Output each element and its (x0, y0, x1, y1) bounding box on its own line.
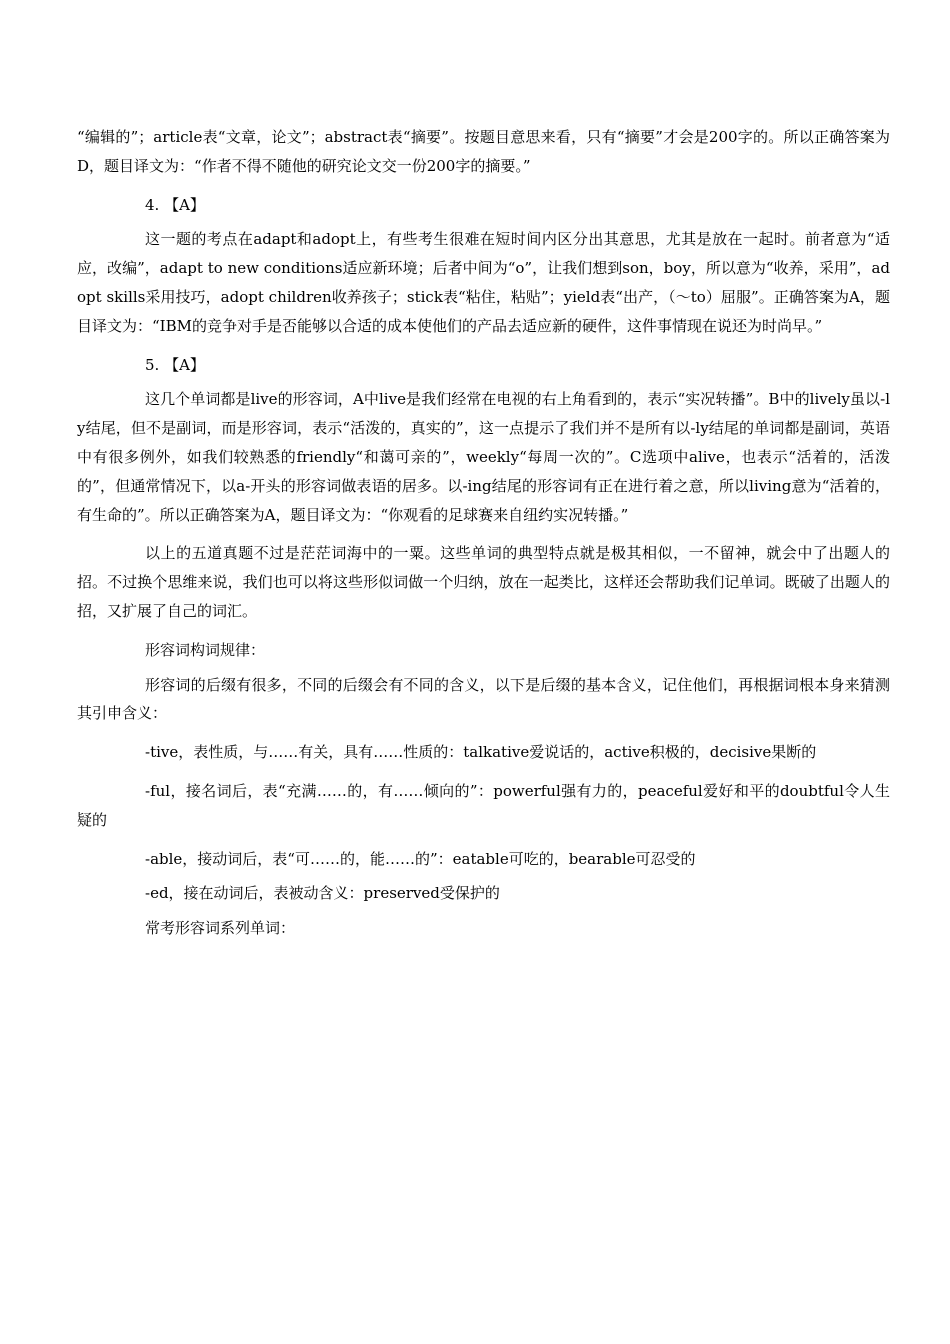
suffix-rule-ful: -ful，接名词后，表“充满……的，有……倾向的”：powerful强有力的，peaceful爱好和平的doubtful令人生疑的 (77, 781, 890, 829)
paragraph-answer-4-explanation: 这一题的考点在adapt和adopt上，有些考生很难在短时间内区分出其意思，尤其是放在一起时。前者意为“适应，改编”，adapt to new conditions适应新环境；后者中间为“o”，让我们想到son，boy，所以意为“收养，采用”，adopt skills采用技巧，adopt children收养孩子；stick表“粘住，粘贴”；yield表“出产，（～to）屈服”。正确答案为A，题目译文为：“IBM的竞争对手是否能够以合适的成本使他们的产品去适应新的硬件，这件事情现在说还为时尚早。” (77, 230, 890, 335)
section-heading-common-adjectives: 常考形容词系列单词： (145, 919, 296, 938)
suffix-rule-tive: -tive，表性质，与……有关，具有……性质的：talkative爱说话的，active积极的，decisive果断的 (145, 743, 817, 762)
section-heading-adjective-rules: 形容词构词规律： (145, 640, 266, 659)
paragraph-suffix-intro: 形容词的后缀有很多，不同的后缀会有不同的含义，以下是后缀的基本含义，记住他们，再根据词根本身来猜测其引申含义： (77, 675, 890, 723)
answer-5-heading: 5. 【A】 (145, 355, 205, 374)
answer-4-heading: 4. 【A】 (145, 195, 205, 214)
suffix-rule-able: -able，接动词后，表“可……的，能……的”：eatable可吃的，bearable可忍受的 (145, 849, 696, 868)
document-body (77, 123, 890, 953)
paragraph-answer-3-continued: “编辑的”；article表“文章，论文”；abstract表“摘要”。按题目意思来看，只有“摘要”才会是200字的。所以正确答案为D，题目译文为：“作者不得不随他的研究论文交一份200字的摘要。” (77, 128, 890, 175)
suffix-rule-ed: -ed，接在动词后，表被动含义：preserved受保护的 (145, 884, 500, 903)
paragraph-answer-5-explanation: 这几个单词都是live的形容词，A中live是我们经常在电视的右上角看到的，表示“实况转播”。B中的lively虽以-ly结尾，但不是副词，而是形容词，表示“活泼的，真实的”，这一点提示了我们并不是所有以-ly结尾的单词都是副词，英语中有很多例外，如我们较熟悉的friendly“和蔼可亲的”，weekly“每周一次的”。C选项中alive，也表示“活着的，活泼的”，但通常情况下，以a-开头的形容词做表语的居多。以-ing结尾的形容词有正在进行着之意，所以living意为“活着的，有生命的”。所以正确答案为A，题目译文为：“你观看的足球赛来自纽约实况转播。” (77, 390, 890, 524)
paragraph-summary: 以上的五道真题不过是茫茫词海中的一粟。这些单词的典型特点就是极其相似，一不留神，就会中了出题人的招。不过换个思维来说，我们也可以将这些形似词做一个归纳，放在一起类比，这样还会帮助我们记单词。既破了出题人的招，又扩展了自己的词汇。 (77, 544, 890, 620)
